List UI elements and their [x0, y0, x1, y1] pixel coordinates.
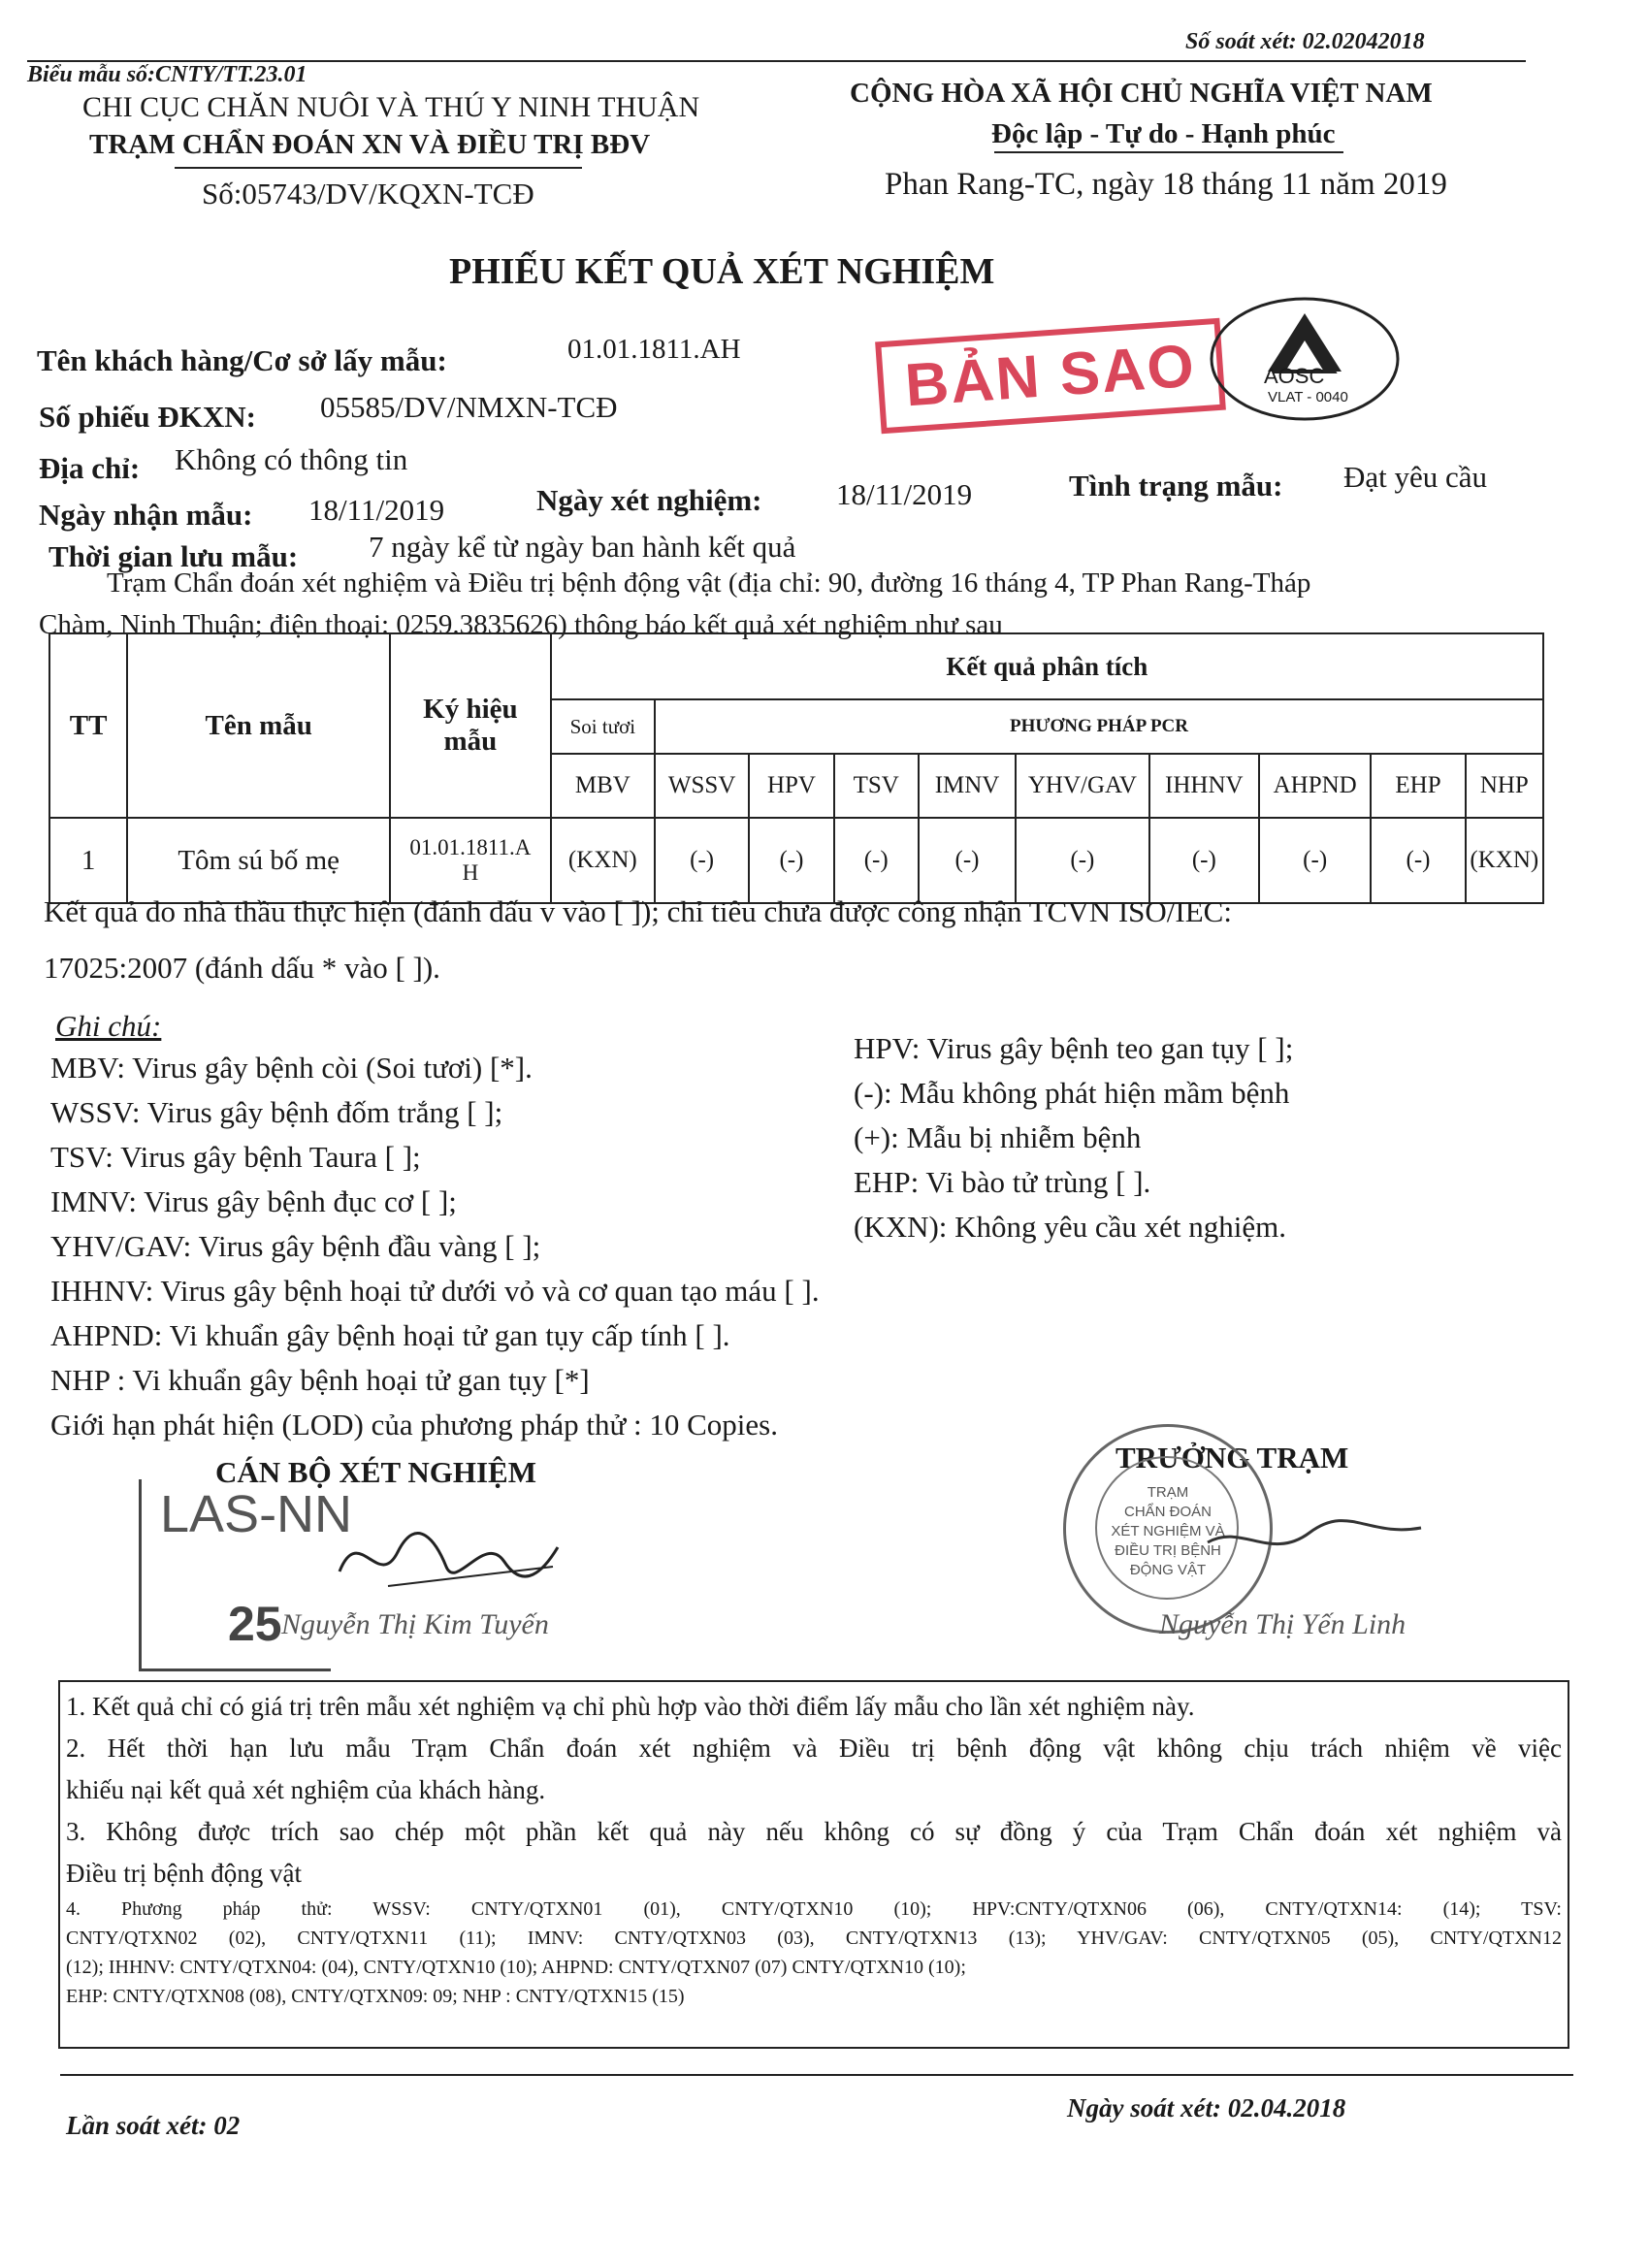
result-cell: (-)	[1016, 818, 1148, 903]
test-header: EHP	[1371, 754, 1465, 818]
row-sample-name: Tôm sú bố mẹ	[127, 818, 390, 903]
seal-line: ĐỘNG VẬT	[1129, 1562, 1207, 1578]
header-sample-code: Ký hiệu mẫu	[390, 633, 551, 818]
contractor-note-line-2: 17025:2007 (đánh dấu * vào [ ]).	[44, 951, 440, 985]
registration-value: 05585/DV/NMXN-TCĐ	[320, 390, 618, 424]
intro-line-1: Trạm Chẩn đoán xét nghiệm và Điều trị bệnh động vật (địa chỉ: 90, đường 16 tháng 4, TP Phan Rang-Tháp	[107, 567, 1311, 599]
header-tt: TT	[49, 633, 127, 818]
seal-line: CHẨN ĐOÁN	[1123, 1504, 1212, 1520]
seal-line: ĐIỀU TRỊ BỆNH	[1115, 1542, 1221, 1559]
results-table	[48, 632, 1544, 904]
copy-stamp: BẢN SAO	[875, 318, 1226, 435]
result-cell: (-)	[655, 818, 749, 903]
test-header: WSSV	[655, 754, 749, 818]
result-cell: (-)	[1259, 818, 1371, 903]
tester-name: Nguyễn Thị Kim Tuyến	[281, 1608, 549, 1640]
test-header: HPV	[749, 754, 833, 818]
result-cell: (-)	[834, 818, 919, 903]
disclaimer-line: CNTY/QTXN02 (02), CNTY/QTXN11 (11); IMNV: CNTY/QTXN03 (03), CNTY/QTXN13 (13); YHV/GAV: CNTY/QTXN05 (05), CNTY/QTXN12	[66, 1928, 1562, 1949]
review-date: Ngày soát xét: 02.04.2018	[1067, 2093, 1346, 2122]
disclaimer-line: EHP: CNTY/QTXN08 (08), CNTY/QTXN09: 09; NHP : CNTY/QTXN15 (15)	[66, 1986, 685, 2007]
notes-heading: Ghi chú:	[55, 1009, 162, 1043]
motto-underline	[994, 151, 1343, 153]
test-date-label: Ngày xét nghiệm:	[536, 483, 762, 517]
national-motto: Độc lập - Tự do - Hạnh phúc	[991, 118, 1336, 149]
test-header: AHPND	[1259, 754, 1371, 818]
note-item: EHP: Vi bào tử trùng [ ].	[854, 1165, 1151, 1199]
storage-time-label: Thời gian lưu mẫu:	[48, 539, 299, 573]
test-header: IMNV	[919, 754, 1016, 818]
place-date: Phan Rang-TC, ngày 18 tháng 11 năm 2019	[885, 167, 1447, 202]
address-label: Địa chỉ:	[39, 451, 141, 485]
header-sample-name: Tên mẫu	[127, 633, 390, 818]
org-parent: CHI CỤC CHĂN NUÔI VÀ THÚ Y NINH THUẬN	[82, 91, 700, 123]
address-value: Không có thông tin	[175, 442, 408, 476]
note-item: (+): Mẫu bị nhiễm bệnh	[854, 1120, 1142, 1154]
test-header: MBV	[551, 754, 655, 818]
disclaimer-line: Điều trị bệnh động vật	[66, 1859, 302, 1888]
tester-title: CÁN BỘ XÉT NGHIỆM	[215, 1455, 536, 1489]
aosc-logo	[1208, 296, 1402, 422]
test-date-value: 18/11/2019	[836, 477, 973, 511]
note-item: IHHNV: Virus gây bệnh hoại tử dưới vỏ và cơ quan tạo máu [ ].	[50, 1274, 820, 1308]
note-item: YHV/GAV: Virus gây bệnh đầu vàng [ ];	[50, 1229, 541, 1263]
result-cell: (-)	[749, 818, 833, 903]
result-cell: (-)	[919, 818, 1016, 903]
disclaimer-line: 4. Phương pháp thử: WSSV: CNTY/QTXN01 (01), CNTY/QTXN10 (10); HPV:CNTY/QTXN06 (06), CNTY/QTXN14: (14); TSV:	[66, 1898, 1562, 1920]
sample-condition-value: Đạt yêu cầu	[1343, 460, 1488, 494]
row-sample-code: 01.01.1811.AH	[390, 818, 551, 903]
customer-value: 01.01.1811.AH	[567, 334, 741, 365]
org-name: TRẠM CHẨN ĐOÁN XN VÀ ĐIỀU TRỊ BĐV	[89, 129, 651, 160]
intro-line-2: Chàm, Ninh Thuận; điện thoại: 0259.3835626) thông báo kết quả xét nghiệm như sau	[39, 609, 1003, 640]
note-item: Giới hạn phát hiện (LOD) của phương pháp thử : 10 Copies.	[50, 1408, 778, 1442]
header-results: Kết quả phân tích	[551, 633, 1543, 699]
contractor-note-line-1: Kết quả do nhà thầu thực hiện (đánh dấu v vào [ ]); chỉ tiêu chưa được công nhận TCVN ISO/IEC:	[44, 894, 1232, 928]
org-underline	[175, 167, 582, 169]
revision-number: Lần soát xét: 02	[66, 2111, 241, 2140]
country-name: CỘNG HÒA XÃ HỘI CHỦ NGHĨA VIỆT NAM	[850, 78, 1433, 109]
result-cell: (-)	[1371, 818, 1465, 903]
test-header: IHHNV	[1149, 754, 1259, 818]
table-header-row	[49, 633, 1543, 699]
note-item: (-): Mẫu không phát hiện mầm bệnh	[854, 1076, 1290, 1110]
received-date-value: 18/11/2019	[308, 493, 445, 527]
disclaimer-line: khiếu nại kết quả xét nghiệm của khách hàng.	[66, 1775, 546, 1804]
test-header: NHP	[1466, 754, 1543, 818]
result-cell: (KXN)	[1466, 818, 1543, 903]
note-item: HPV: Virus gây bệnh teo gan tụy [ ];	[854, 1031, 1294, 1065]
form-code: Biểu mẫu số:CNTY/TT.23.01	[27, 62, 307, 87]
head-name: Nguyễn Thị Yến Linh	[1159, 1608, 1406, 1640]
header-rule	[27, 60, 1526, 62]
table-row	[49, 818, 1543, 903]
note-item: NHP : Vi khuẩn gây bệnh hoại tử gan tụy [*]	[50, 1363, 590, 1397]
note-item: (KXN): Không yêu cầu xét nghiệm.	[854, 1210, 1286, 1244]
registration-label: Số phiếu ĐKXN:	[39, 400, 256, 434]
note-item: TSV: Virus gây bệnh Taura [ ];	[50, 1140, 421, 1174]
notes-left-column	[50, 1046, 820, 1447]
result-cell: (-)	[1149, 818, 1259, 903]
note-item: MBV: Virus gây bệnh còi (Soi tươi) [*].	[50, 1051, 533, 1085]
aosc-logo-code: VLAT - 0040	[1268, 389, 1348, 405]
footer-rule	[60, 2074, 1573, 2076]
lab-stamp-code: LAS-NN	[160, 1485, 353, 1543]
note-item: AHPND: Vi khuẩn gây bệnh hoại tử gan tụy cấp tính [ ].	[50, 1318, 730, 1352]
result-cell: (KXN)	[551, 818, 655, 903]
seal-line: XÉT NGHIỆM VÀ	[1111, 1523, 1225, 1539]
control-number: Số soát xét: 02.02042018	[1185, 29, 1425, 54]
customer-label: Tên khách hàng/Cơ sở lấy mẫu:	[37, 343, 447, 377]
head-signature	[1203, 1504, 1426, 1581]
header-pcr-method: PHƯƠNG PHÁP PCR	[655, 699, 1543, 754]
disclaimer-line: (12); IHHNV: CNTY/QTXN04: (04), CNTY/QTXN10 (10); AHPND: CNTY/QTXN07 (07) CNTY/QTXN10 (10);	[66, 1957, 966, 1978]
aosc-logo-name: AOSC	[1264, 364, 1325, 388]
disclaimer-line: 2. Hết thời hạn lưu mẫu Trạm Chẩn đoán xét nghiệm và Điều trị bệnh động vật không chịu trách nhiệm về việc	[66, 1733, 1562, 1763]
disclaimer-line: 3. Không được trích sao chép một phần kết quả này nếu không có sự đồng ý của Trạm Chẩn đoán xét nghiệm và	[66, 1817, 1562, 1846]
test-header: TSV	[834, 754, 919, 818]
sample-condition-label: Tình trạng mẫu:	[1069, 469, 1283, 502]
test-header: YHV/GAV	[1016, 754, 1148, 818]
disclaimer-line: 1. Kết quả chỉ có giá trị trên mẫu xét nghiệm vạ chỉ phù hợp vào thời điểm lấy mẫu cho lần xét nghiệm này.	[66, 1692, 1195, 1721]
note-item: IMNV: Virus gây bệnh đục cơ [ ];	[50, 1184, 457, 1218]
document-title: PHIẾU KẾT QUẢ XÉT NGHIỆM	[449, 251, 995, 292]
row-tt: 1	[49, 818, 127, 903]
document-number: Số:05743/DV/KQXN-TCĐ	[202, 177, 534, 211]
lab-stamp-number: 25	[228, 1597, 282, 1651]
note-item: WSSV: Virus gây bệnh đốm trắng [ ];	[50, 1095, 503, 1129]
seal-line: TRẠM	[1147, 1484, 1189, 1501]
received-date-label: Ngày nhận mẫu:	[39, 498, 253, 532]
tester-signature	[330, 1513, 563, 1601]
head-title: TRƯỞNG TRẠM	[1116, 1441, 1349, 1474]
notes-right-column	[854, 1026, 1293, 1249]
storage-time-value: 7 ngày kể từ ngày ban hành kết quả	[369, 530, 796, 564]
header-fresh-exam: Soi tươi	[551, 699, 655, 754]
disclaimer-box	[58, 1680, 1569, 2049]
